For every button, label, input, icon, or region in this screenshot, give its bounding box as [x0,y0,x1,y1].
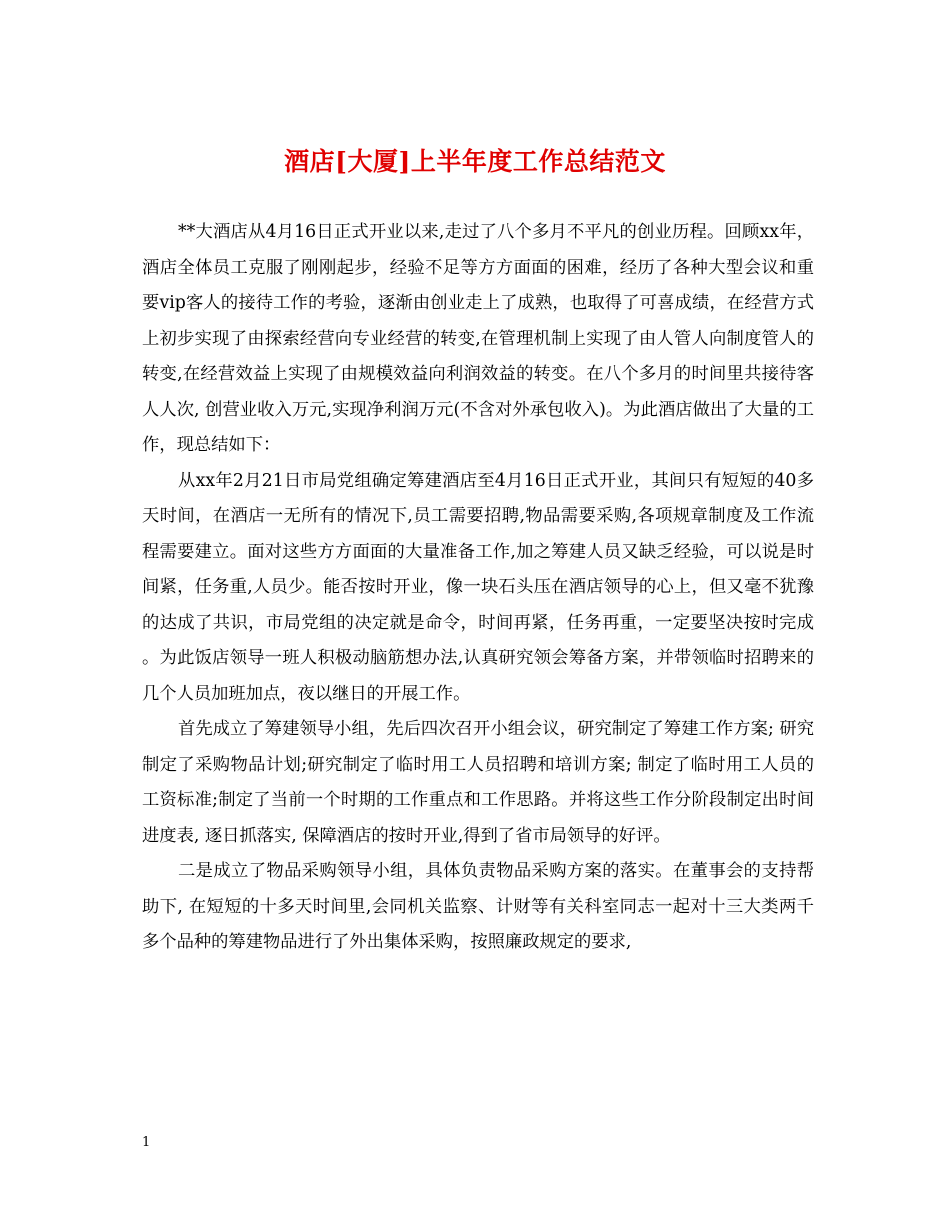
page-number: 1 [142,1135,151,1150]
paragraph-2: 从xx年2月21日市局党组确定筹建酒店至4月16日正式开业，其间只有短短的40多天时间，在酒店一无所有的情况下,员工需要招聘,物品需要采购,各项规章制度及工作流程需要建立。面对这些方方面面的大量准备工作,加之筹建人员又缺乏经验，可以说是时间紧，任务重,人员少。能否按时开业，像一块石头压在酒店领导的心上，但又毫不犹豫的达成了共识，市局党组的决定就是命令，时间再紧，任务再重，一定要坚决按时完成 。为此饭店领导一班人积极动脑筋想办法,认真研究领会筹备方案，并带领临时招聘来的几个人员加班加点，夜以继日的开展工作。 [142,470,814,704]
paragraph-3: 首先成立了筹建领导小组，先后四次召开小组会议，研究制定了筹建工作方案; 研究制定了采购物品计划;研究制定了临时用工人员招聘和培训方案; 制定了临时用工人员的工资标准;制定了当前一个时期的工作重点和工作思路。并将这些工作分阶段制定出时间进度表, 逐日抓落实, 保障酒店的按时开业,得到了省市局领导的好评。 [142,719,814,846]
document-title: 酒店[大厦]上半年度工作总结范文 [284,147,666,176]
document-body [142,215,814,961]
paragraph-1: **大酒店从4月16日正式开业以来,走过了八个多月不平凡的创业历程。回顾xx年，酒店全体员工克服了刚刚起步，经验不足等方方面面的困难，经历了各种大型会议和重要vip客人的接待工作的考验，逐渐由创业走上了成熟，也取得了可喜成绩，在经营方式上初步实现了由探索经营向专业经营的转变,在管理机制上实现了由人管人向制度管人的转变,在经营效益上实现了由规模效益向利润效益的转变。在八个多月的时间里共接待客人人次, 创营业收入万元,实现净利润万元(不含对外承包收入)。为此酒店做出了大量的工作，现总结如下： [142,222,814,455]
paragraph-4: 二是成立了物品采购领导小组，具体负责物品采购方案的落实。在董事会的支持帮助下, 在短短的十多天时间里,会同机关监察、计财等有关科室同志一起对十三大类两千多个品种的筹建物品进行了外出集体采购，按照廉政规定的要求, [142,861,814,952]
